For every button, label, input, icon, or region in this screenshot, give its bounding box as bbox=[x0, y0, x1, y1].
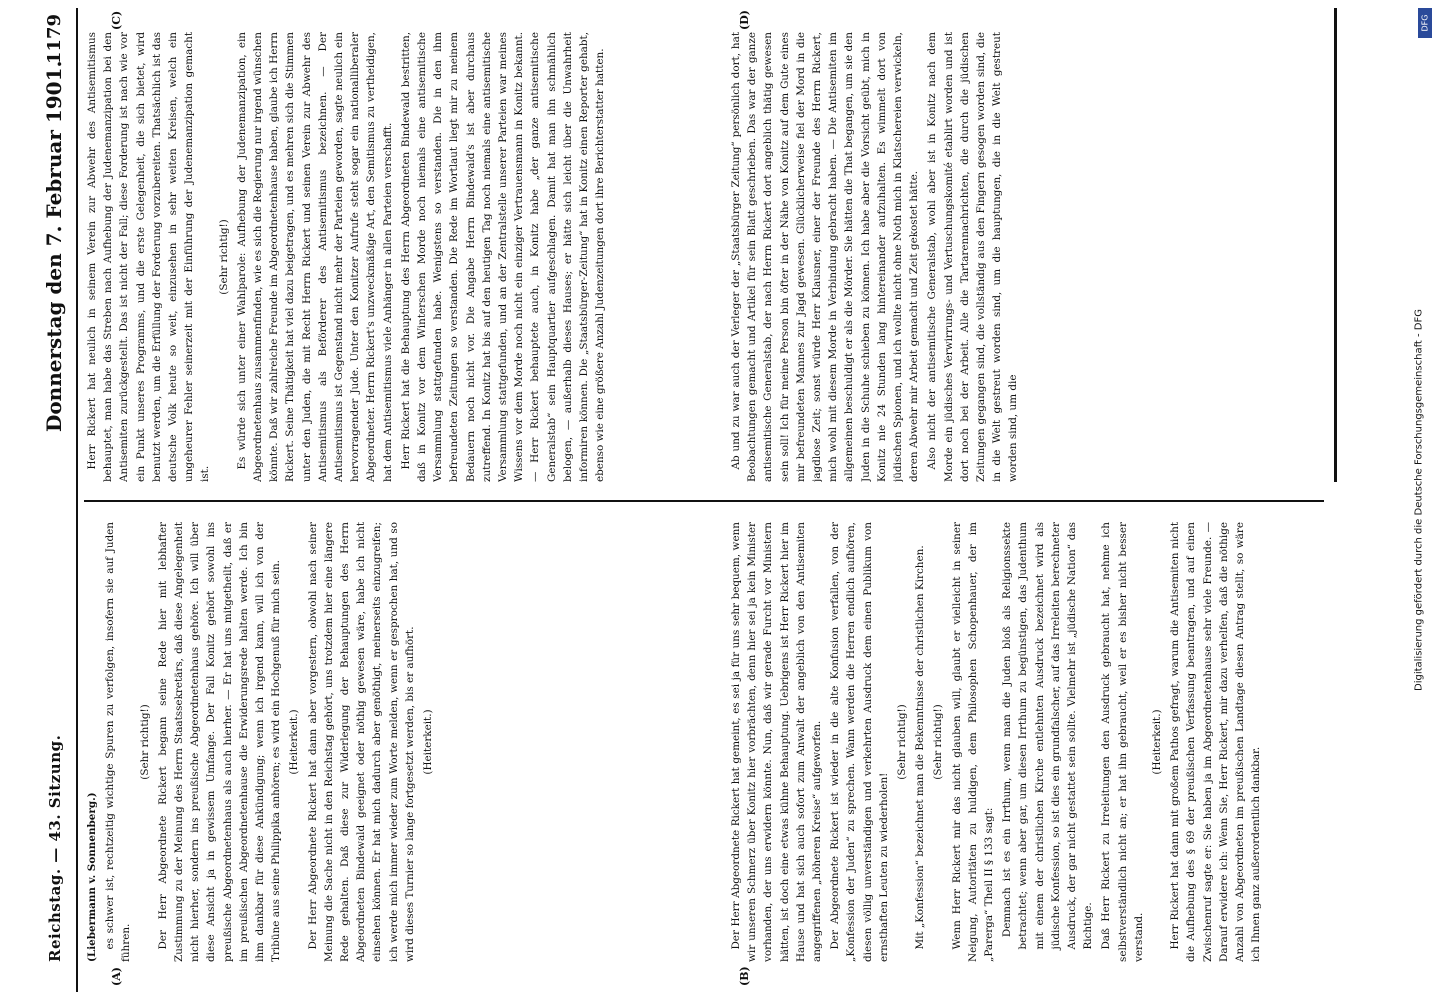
interjection: (Sehr richtig!) bbox=[138, 704, 151, 780]
interjection: (Sehr richtig!) bbox=[896, 704, 909, 780]
paragraph: Herr Rickert hat dann mit großem Pathos gefragt, warum die Antisemiten nicht die Aufhebung des § 69 der preußischen Verfassung beantragen, und auf einen Zwischenruf sagte er: Sie haben ja im Abgeordnetenhause sehr viele Freunde. — Darauf erwidere ich: Wenn Sie, Herr Rickert, mir dazu verhelfen, daß die nöthige Anzahl von Abgeordneten im preußischen Landtage diesen Antrag stellt, so wäre ich Ihnen ganz außerordentlich dankbar. bbox=[1169, 522, 1263, 962]
interjection: (Sehr richtig!) bbox=[217, 219, 230, 295]
page-header bbox=[38, 8, 78, 992]
margin-mark-d: (D) bbox=[738, 10, 751, 30]
paragraph: (Liebermann v. Sonnenberg.) bbox=[86, 792, 98, 962]
interjection: (Heiterkeit.) bbox=[288, 709, 301, 775]
paragraph: es schwer ist, rechtzeitig wichtige Spuren zu verfolgen, insofern sie auf Juden führen. bbox=[104, 522, 133, 962]
paragraph: Wenn Herr Rickert mir das nicht glauben will, glaubt er vielleicht in seiner Neigung, Autoritäten zu huldigen, dem Philosophen Schopenhauer, der im „Parerga“ Theil II § 133 sagt: bbox=[950, 522, 996, 962]
paragraph: Also nicht der antisemitische Generalstab, wohl aber ist in Konitz nach dem Morde ein jüdisches Verwirrungs- und Vertuschungskomité etablirt worden und ist dort noch bei der Arbeit. Alle die Tartarennachrichten, die durch die jüdischen Zeitungen gegangen sind, die vollständig aus den Fingern gesogen worden sind, die in die Welt gestreut worden sind, um die hauptungen, die in die Welt gestreut worden sind, um die bbox=[926, 32, 1020, 482]
dfg-logo-text: DFG bbox=[1420, 14, 1430, 32]
margin-mark-c: (C) bbox=[110, 10, 123, 30]
rotated-page-content bbox=[38, 8, 1368, 992]
paragraph: Ab und zu war auch der Verleger der „Staatsbürger Zeitung“ persönlich dort, hat Beobachtungen gemacht und Artikel für sein Blatt geschrieben. Das war der ganze antisemitische Generalstab, der nach Herrn Rickert dort angeblich thätig gewesen sein soll! Ich für meine Person bin öfter in der Nähe von Konitz auf dem Gute eines mir befreundeten Mannes zur Jagd gewesen. Glücklicherweise fiel der Mord in die jagdlose Zeit; sonst würde Herr Klausner, einer der Freunde des Herrn Rickert, mich wohl mit diesem Morde in Verbindung gebracht haben. — Die Antisemiten im allgemeinen beschuldigt er als die Mörder. Sie hätten die That begangen, um sie den Juden in die Schuhe schieben zu können. Ich habe aber die Vorsicht geübt, mich in Konitz nie 24 Stunden lang hintereinander aufzuhalten. Es wimmelt dort von jüdischen Spionen, und ich wollte nicht ohne Noth mich in Klatschereien verwickeln, deren Abwehr mir Arbeit gemacht und Zeit gekostet hätte. bbox=[730, 32, 921, 482]
paragraph: Der Herr Abgeordnete Rickert hat dann aber vorgestern, obwohl nach seiner Meinung die Sache nicht in den Reichstag gehört, uns trotzdem hier eine längere Rede gehalten. Daß diese zur Widerlegung der Behauptungen des Herrn Abgeordneten Bindewald geeignet oder nöthig gewesen wäre, habe ich nicht einsehen können. Er hat mich dadurch aber genöthigt, meinerseits einzugreifen; ich werde mich immer wieder zum Worte melden, wenn er gesprochen hat, und so wird dieses Turnier so lange fortgesetzt werden, bis er aufhört. bbox=[306, 522, 416, 962]
paragraph: Der Herr Abgeordnete Rickert hat gemeint, es sei ja für uns sehr bequem, wenn wir unseren Schmerz über Konitz hier vorbrächten, denn hier sei ja kein Minister vorhanden, der uns erwidern könnte. Nun, daß wir gerade Furcht vor Ministern hätten, ist doch eine etwas kühne Behauptung. Uebrigens ist Herr Rickert hier im Hause und hat sich auch sofort zum Anwalt der angeblich von den Antisemiten angegriffenen „höheren Kreise“ aufgeworfen. bbox=[730, 522, 824, 962]
header-rule bbox=[76, 8, 78, 992]
paragraph: Herr Rickert hat die Behauptung des Herrn Abgeordneten Bindewald bestritten, daß in Konitz vor dem Winterschen Morde noch niemals eine antisemitische Versammlung stattgefunden habe. Wenigstens so verstanden. Die in den ihm befreundeten Zeitungen so verstanden. Die Rede im Wortlaut liegt mir zu meinem Bedauern noch nicht vor. Die Angabe Herrn Bindewald's ist aber durchaus zutreffend. In Konitz hat bis auf den heutigen Tag noch niemals eine antisemitische Versammlung stattgefunden, und an der Zentralstelle unserer Parteien war meines Wissens vor dem Morde noch nicht ein einziger Vertrauensmann in Konitz bekannt. — Herr Rickert behauptete auch, in Konitz habe „der ganze antisemitische Generalstab“ sein Hauptquartier aufgeschlagen. Damit hat man ihn schmählich belogen, — außerhalb dieses Hauses; er hätte sich leicht über die Unwahrheit informiren können. Die „Staatsbürger-Zeitung“ hat in Konitz einen Reporter gehabt, ebenso wie eine größere Anzahl Judenzeitungen dort ihre Berichterstatter hatten. bbox=[399, 32, 607, 482]
dfg-logo bbox=[1418, 8, 1432, 38]
digitization-credit bbox=[1404, 0, 1434, 1000]
header-left: Reichstag. — 43. Sitzung. bbox=[46, 734, 64, 962]
paragraph: Der Herr Abgeordnete Rickert begann seine Rede hier mit lebhafter Zustimmung zu der Meinung des Herrn Staatssekretärs, daß diese Angelegenheit nicht hierher, sondern ins preußische Abgeordnetenhaus gehöre. Ich will über diese Ansicht ja in gewissem Umfange. Der Fall Konitz gehört sowohl ins preußische Abgeordnetenhaus als auch hierher. — Er hat uns mitgetheilt, daß er im preußischen Abgeordnetenhause die Erwiderungsrede halten werde. Ich bin ihm dankbar für diese Ankündigung; wenn ich irgend kann, will ich von der Tribüne aus seine Philippika anhören; es wird ein Hochgenuß für mich sein. bbox=[156, 522, 283, 962]
column-left-top bbox=[84, 522, 714, 962]
paragraph: Daß Herr Rickert zu Irreleitungen den Ausdruck gebraucht hat, nehme ich selbstverständlich nicht an; er hat ihn gebraucht, weil er es bisher nicht besser verstand. bbox=[1100, 522, 1145, 962]
column-right-bottom bbox=[728, 32, 1348, 482]
interjection: (Sehr richtig!) bbox=[932, 704, 945, 780]
interjection: (Heiterkeit.) bbox=[422, 709, 435, 775]
column-right-top bbox=[84, 32, 714, 482]
page-number: 1179 bbox=[44, 14, 65, 65]
margin-mark-a: (A) bbox=[110, 967, 123, 986]
margin-mark-b: (B) bbox=[738, 966, 751, 986]
paragraph: Der Abgeordnete Rickert ist wieder in die alte Konfusion verfallen, von der „Konfession der Juden“ zu sprechen. Wann werden die Herren endlich aufhören, diesen völlig unverständigen und verkehrten Ausdruck dem einen Publikum von ernsthaften Leuten zu wiederholen! bbox=[829, 522, 890, 962]
column-divider bbox=[84, 500, 1324, 502]
footer-rule bbox=[1334, 8, 1337, 482]
paragraph: Es würde sich unter einer Wahlparole: Aufhebung der Judenemanzipation, ein Abgeordnetenhaus zusammenfinden, wie es sich die Regierung nur irgend wünschen könnte. Daß wir zahlreiche Freunde im Abgeordnetenhause haben, glaube ich Herrn Rickert. Seine Thätigkeit hat viel dazu beigetragen, und es mehren sich die Stimmen unter den Juden, die mit Recht Herrn Rickert und seinen Verein zur Abwehr des Antisemitismus als Beförderer des Antisemitismus bezeichnen. — Der Antisemitismus ist Gegenstand nicht mehr der Parteien geworden, sagte neulich ein hervorragender Jude. Unter den Konitzer Aufrufe steht sogar ein nationalliberaler Abgeordneter. Herrn Rickert's unzweckmäßige Art, den Semitismus zu vertheidigen, hat dem Antisemitismus viele Anhänger in allen Parteien verschafft. bbox=[235, 32, 394, 482]
header-date: Donnerstag den 7. Februar 1901. bbox=[42, 60, 66, 432]
document-page bbox=[38, 8, 1368, 992]
credit-text: Digitalisierung gefördert durch die Deutsche Forschungsgemeinschaft - DFG bbox=[1413, 308, 1425, 692]
interjection: (Heiterkeit.) bbox=[1151, 709, 1164, 775]
paragraph: Mit „Konfession“ bezeichnet man die Bekenntnisse der christlichen Kirchen. bbox=[914, 545, 927, 950]
column-left-bottom bbox=[728, 522, 1348, 962]
paragraph: Herr Rickert hat neulich in seinem Verein zur Abwehr des Antisemitismus behauptet, man habe das Streben nach Aufhebung der Judenemanzipation bei den Antisemiten zurückgestellt. Das ist nicht der Fall; diese Forderung ist nach wie vor ein Punkt unseres Programms, und die erste Gelegenheit, die sich bietet, wird benutzt werden, um die Erfüllung der Forderung vorzubereiten. Thatsächlich ist das deutsche Volk heute so weit, einzusehen in sehr weiten Kreisen, welch ein ungeheurer Fehler seinerzeit mit der Einführung der Judenemanzipation gemacht ist. bbox=[86, 32, 212, 482]
quotation: Demnach ist es ein Irrthum, wenn man die Juden bloß als Religionssekte betrachtet; wenn aber gar, um diesen Irrthum zu begünstigen, das Judenthum mit einem der christlichen Kirche entlehnten Ausdruck bezeichnet wird als jüdische Konfession, so ist dies ein grundfalscher, auf das Irreleiten berechneter Ausdruck, der gar nicht gestattet sein sollte. Vielmehr ist „jüdische Nation“ das Richtige. bbox=[1001, 522, 1095, 950]
